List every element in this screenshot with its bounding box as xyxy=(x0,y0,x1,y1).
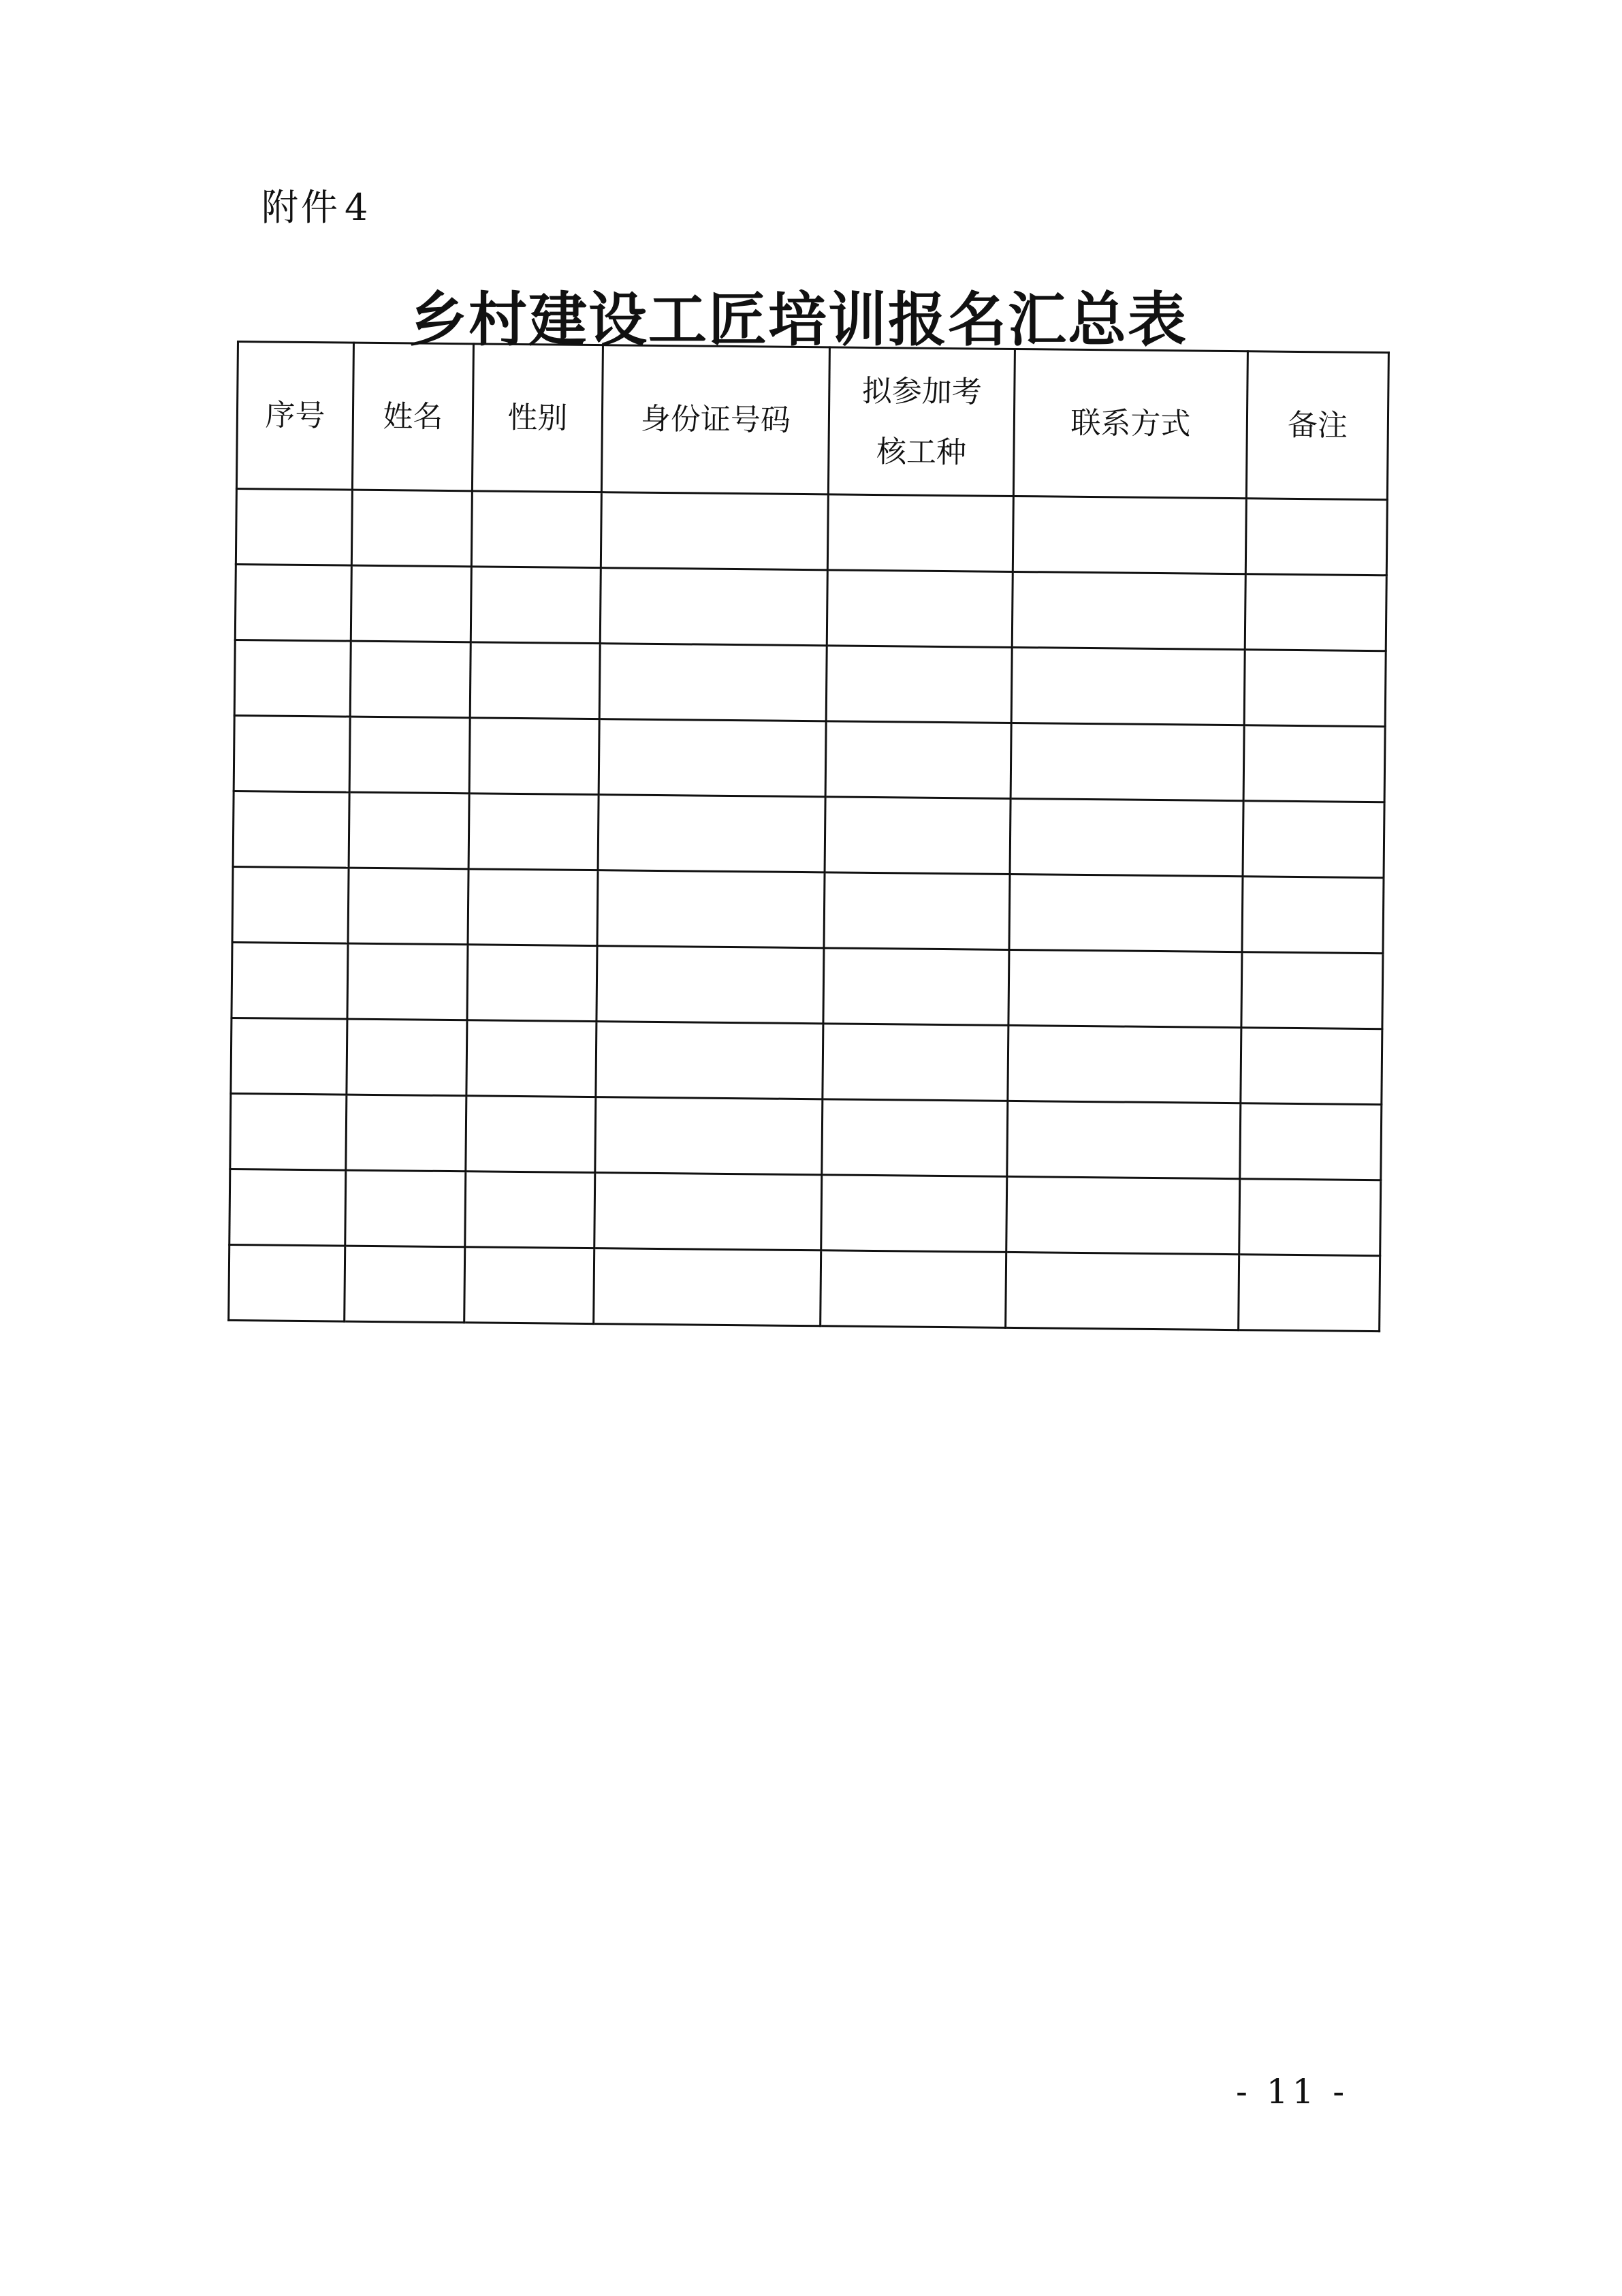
table-cell[interactable] xyxy=(234,640,351,717)
table-cell[interactable] xyxy=(824,872,1010,950)
table-cell[interactable] xyxy=(471,567,601,644)
table-cell[interactable] xyxy=(347,1019,467,1096)
table-cell[interactable] xyxy=(823,1024,1008,1101)
col-header-remarks: 备注 xyxy=(1246,351,1388,500)
table-cell[interactable] xyxy=(1243,725,1385,802)
col-header-exam-trade-line2: 核工种 xyxy=(876,434,967,470)
table-cell[interactable] xyxy=(1239,1255,1380,1332)
table-cell[interactable] xyxy=(597,870,825,948)
table-cell[interactable] xyxy=(236,489,352,566)
table-row xyxy=(233,791,1384,877)
table-cell[interactable] xyxy=(350,641,471,718)
table-cell[interactable] xyxy=(1010,798,1243,876)
col-header-name: 姓名 xyxy=(352,343,473,491)
col-header-gender: 性别 xyxy=(472,344,603,492)
registration-table-wrapper xyxy=(227,341,1388,1332)
table-cell[interactable] xyxy=(595,1097,823,1175)
table-cell[interactable] xyxy=(825,721,1011,799)
table-cell[interactable] xyxy=(466,1020,597,1097)
registration-table xyxy=(227,341,1390,1332)
table-cell[interactable] xyxy=(597,946,824,1024)
attachment-label xyxy=(261,178,370,231)
table-cell[interactable] xyxy=(231,1018,347,1095)
table-cell[interactable] xyxy=(1006,1176,1240,1254)
table-cell[interactable] xyxy=(469,718,599,795)
table-row xyxy=(235,564,1386,650)
table-cell[interactable] xyxy=(822,1099,1008,1177)
table-cell[interactable] xyxy=(1008,1025,1241,1103)
table-row xyxy=(229,1244,1380,1331)
table-cell[interactable] xyxy=(349,792,469,869)
table-cell[interactable] xyxy=(349,717,470,793)
table-cell[interactable] xyxy=(600,568,827,646)
table-cell[interactable] xyxy=(826,646,1012,723)
table-body xyxy=(229,489,1388,1332)
table-cell[interactable] xyxy=(1241,1028,1382,1105)
table-cell[interactable] xyxy=(351,490,472,567)
table-cell[interactable] xyxy=(466,1096,596,1173)
table-cell[interactable] xyxy=(1007,1101,1241,1178)
table-cell[interactable] xyxy=(465,1171,595,1248)
table-cell[interactable] xyxy=(345,1246,465,1323)
table-cell[interactable] xyxy=(347,943,468,1020)
table-cell[interactable] xyxy=(599,644,827,721)
table-cell[interactable] xyxy=(348,868,468,945)
table-cell[interactable] xyxy=(468,793,599,870)
table-cell[interactable] xyxy=(234,715,350,792)
col-header-exam-trade-line1: 拟参加考 xyxy=(861,373,983,410)
table-cell[interactable] xyxy=(232,942,348,1019)
table-row xyxy=(236,489,1387,576)
table-cell[interactable] xyxy=(232,866,349,943)
table-cell[interactable] xyxy=(464,1247,594,1324)
table-cell[interactable] xyxy=(594,1248,821,1326)
table-cell[interactable] xyxy=(599,719,826,797)
col-header-exam-trade xyxy=(828,347,1015,497)
table-row xyxy=(234,640,1386,726)
table-row xyxy=(232,942,1383,1028)
table-row xyxy=(229,1169,1381,1255)
table-cell[interactable] xyxy=(596,1022,823,1099)
table-cell[interactable] xyxy=(823,948,1009,1026)
table-cell[interactable] xyxy=(1243,801,1384,878)
table-cell[interactable] xyxy=(467,945,597,1022)
table-cell[interactable] xyxy=(1241,952,1383,1029)
table-cell[interactable] xyxy=(598,795,825,872)
table-cell[interactable] xyxy=(1239,1179,1381,1256)
table-cell[interactable] xyxy=(233,791,349,868)
table-cell[interactable] xyxy=(229,1169,346,1246)
col-header-serial: 序号 xyxy=(236,342,353,490)
attachment-number: 4 xyxy=(345,186,371,229)
page-number: - 11 - xyxy=(1236,2072,1349,2111)
table-cell[interactable] xyxy=(1008,949,1242,1027)
table-cell[interactable] xyxy=(1011,723,1244,800)
table-cell[interactable] xyxy=(471,491,601,568)
table-cell[interactable] xyxy=(821,1175,1007,1253)
table-cell[interactable] xyxy=(827,494,1013,572)
table-row xyxy=(230,1093,1382,1180)
table-header-row xyxy=(236,342,1388,500)
table-row xyxy=(232,866,1384,953)
table-cell[interactable] xyxy=(825,797,1011,875)
table-cell[interactable] xyxy=(827,570,1013,648)
attachment-prefix: 附件 xyxy=(261,186,340,229)
table-cell[interactable] xyxy=(345,1170,466,1247)
table-cell[interactable] xyxy=(1013,496,1246,573)
table-row xyxy=(234,715,1385,802)
table-cell[interactable] xyxy=(1006,1252,1239,1330)
table-cell[interactable] xyxy=(230,1093,347,1170)
table-cell[interactable] xyxy=(1009,874,1243,952)
table-cell[interactable] xyxy=(235,564,351,641)
table-cell[interactable] xyxy=(470,642,600,719)
table-cell[interactable] xyxy=(601,492,828,570)
table-cell[interactable] xyxy=(1244,650,1386,727)
col-header-contact: 联系方式 xyxy=(1013,349,1247,498)
table-cell[interactable] xyxy=(1242,877,1384,954)
table-cell[interactable] xyxy=(351,565,471,642)
col-header-id-number: 身份证号码 xyxy=(601,345,829,494)
table-row xyxy=(231,1018,1382,1104)
table-cell[interactable] xyxy=(821,1251,1006,1328)
table-cell[interactable] xyxy=(594,1173,822,1251)
table-cell[interactable] xyxy=(468,869,598,946)
table-cell[interactable] xyxy=(1245,574,1386,651)
document-title: 乡村建设工匠培训报名汇总表 xyxy=(409,285,1188,354)
table-cell[interactable] xyxy=(1245,499,1387,576)
table-cell[interactable] xyxy=(229,1244,345,1321)
table-cell[interactable] xyxy=(346,1095,466,1171)
table-cell[interactable] xyxy=(1011,647,1245,725)
table-cell[interactable] xyxy=(1012,571,1245,649)
table-cell[interactable] xyxy=(1240,1103,1382,1180)
